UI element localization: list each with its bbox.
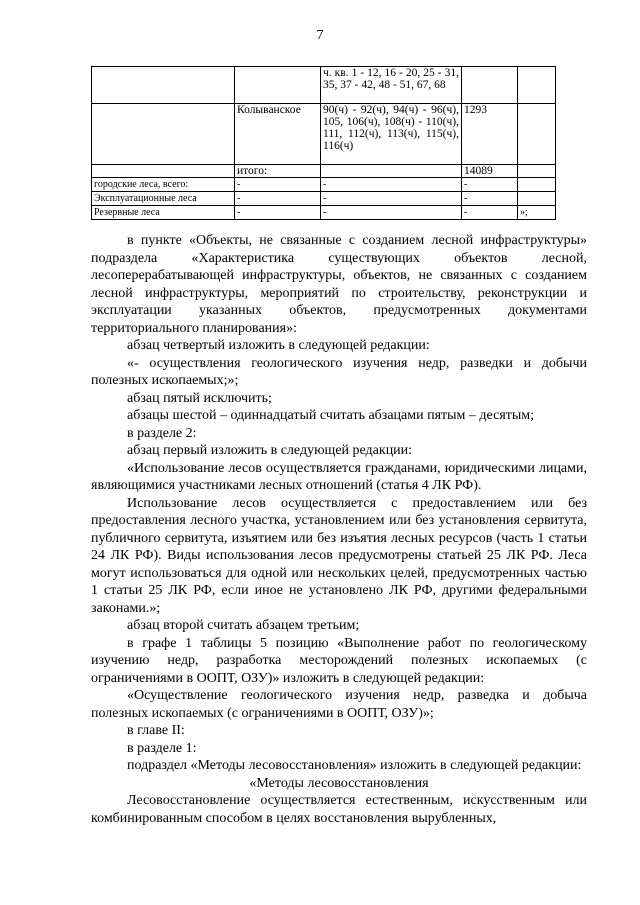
table-cell-closing-quote: »; — [518, 206, 556, 220]
table-cell-total-label: итого: — [235, 165, 321, 178]
section-heading: «Методы лесовосстановления — [249, 775, 429, 791]
paragraph: в графе 1 таблицы 5 позицию «Выполнение работ по геологическому изучению недр, разработка месторождений полезных ископаемых (с ограничениями в ООПТ, ОЗУ)» изложить в следующей редакции: — [91, 635, 587, 686]
paragraph: в пункте «Объекты, не связанные с созданием лесной инфраструктуры» подраздела «Характеристика существующих объектов лесной, лесоперерабатывающей инфраструктуры, объектов, не связанных с созданием лесной инфраструктуры, мероприятий по строительству, реконструкции и эксплуатации указанных объектов, предусмотренных документами территориального планирования»: — [91, 233, 587, 336]
forest-table — [91, 66, 556, 220]
paragraph: абзац четвертый изложить в следующей редакции: — [127, 338, 430, 353]
paragraph: в разделе 1: — [127, 740, 197, 756]
table-row: Эксплуатационные леса - - - — [92, 192, 556, 206]
document-body — [91, 232, 587, 827]
paragraph: абзац второй считать абзацем третьим; — [127, 618, 360, 633]
paragraph: подраздел «Методы лесовосстановления» изложить в следующей редакции: — [127, 758, 582, 773]
paragraph: Лесовосстановление осуществляется естественным, искусственным или комбинированным способом в целях восстановления вырубленных, — [91, 793, 587, 826]
paragraph: абзац первый изложить в следующей редакции: — [127, 443, 413, 458]
page-number: 7 — [316, 28, 324, 43]
table-row — [92, 104, 556, 165]
table-row: городские леса, всего: - - - — [92, 178, 556, 192]
paragraph: в главе II: — [127, 723, 185, 738]
table-cell-area: 1293 — [462, 104, 518, 165]
paragraph: абзац пятый исключить; — [127, 390, 272, 406]
table-cell-label: Эксплуатационные леса — [92, 192, 235, 206]
table-row — [92, 67, 556, 104]
table-cell-label: городские леса, всего: — [92, 178, 235, 192]
paragraph: абзацы шестой – одиннадцатый считать абзацами пятым – десятым; — [127, 408, 535, 423]
table-cell-forestry: Колыванское — [235, 104, 321, 165]
paragraph: «- осуществления геологического изучения недр, разведки и добычи полезных ископаемых;»; — [91, 355, 587, 388]
table-cell-quarters: 90(ч) - 92(ч), 94(ч) - 96(ч), 105, 106(ч), 108(ч) - 110(ч), 111, 112(ч), 113(ч), 115(ч), 116(ч) — [321, 104, 462, 165]
table-cell-label: Резервные леса — [92, 206, 235, 220]
paragraph: «Осуществление геологического изучения недр, разведка и добыча полезных ископаемых (с ограничениями в ООПТ, ОЗУ)»; — [91, 688, 587, 721]
paragraph: в разделе 2: — [127, 425, 197, 441]
table-cell-total-value: 14089 — [462, 165, 518, 178]
paragraph: «Использование лесов осуществляется гражданами, юридическими лицами, являющимися участниками лесных отношений (статья 4 ЛК РФ). — [91, 460, 587, 493]
paragraph: Использование лесов осуществляется с предоставлением или без предоставления лесного участка, установлением или без установления сервитута, публичного сервитута, изъятием или без изъятия лесных ресурсов (часть 1 статьи 24 ЛК РФ). Виды использования лесов предусмотрены статьей 25 ЛК РФ. Леса могут использоваться для одной или нескольких целей, предусмотренных частью 1 статьи 25 ЛК РФ, если иное не установлено ЛК РФ, другими федеральными законами.»; — [91, 495, 587, 616]
table-cell-quarters: ч. кв. 1 - 12, 16 - 20, 25 - 31, 35, 37 - 42, 48 - 51, 67, 68 — [321, 67, 462, 104]
table-row — [92, 165, 556, 178]
table-row: Резервные леса - - - »; — [92, 206, 556, 220]
